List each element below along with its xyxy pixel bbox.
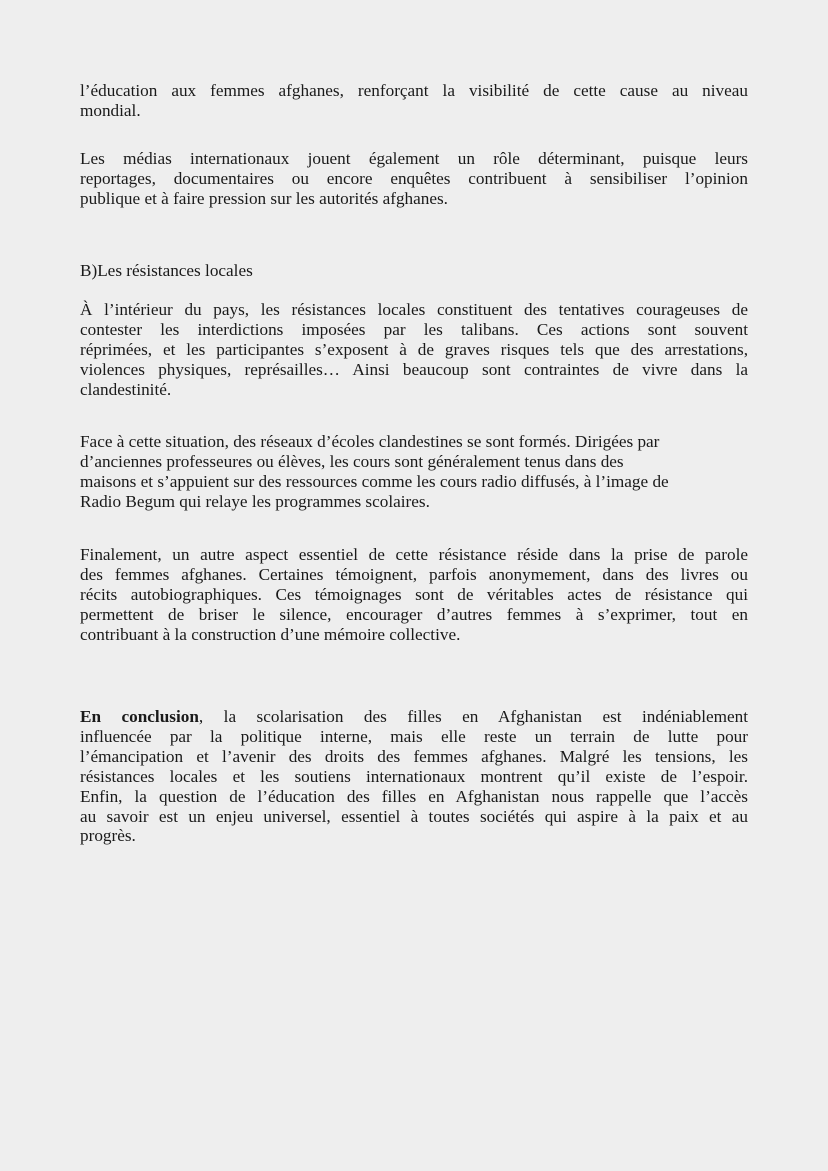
text-line: mondial. [80, 100, 141, 120]
text-line: Radio Begum qui relaye les programmes scolaires. [80, 491, 430, 511]
paragraph-conclusion [80, 707, 748, 846]
text-line: maisons et s’appuient sur des ressources comme les cours radio diffusés, à l’image de [80, 471, 669, 491]
paragraph-education-continuation [80, 81, 748, 121]
text-line: clandestinité. [80, 379, 172, 399]
text-line: récits autobiographiques. Ces témoignages sont de véritables actes de résistance qui [80, 584, 748, 604]
text-line: permettent de briser le silence, encourager d’autres femmes à s’exprimer, tout en [80, 604, 748, 624]
paragraph-international-media [80, 149, 748, 209]
text-line: d’anciennes professeures ou élèves, les cours sont généralement tenus dans des [80, 451, 624, 471]
text-line: contribuant à la construction d’une mémoire collective. [80, 624, 461, 644]
text-line: contester les interdictions imposées par les talibans. Ces actions sont souvent [80, 319, 748, 339]
text-line: violences physiques, représailles… Ainsi beaucoup sont contraintes de vivre dans la [80, 359, 748, 379]
paragraph-women-speaking [80, 545, 748, 645]
text-line: À l’intérieur du pays, les résistances locales constituent des tentatives courageuses de [80, 300, 748, 319]
text-line: au savoir est un enjeu universel, essentiel à toutes sociétés qui aspire à la paix et au [80, 806, 748, 826]
text-line: B)Les résistances locales [80, 261, 253, 280]
text-line: Face à cette situation, des réseaux d’écoles clandestines se sont formés. Dirigées par [80, 432, 660, 451]
text-line: Les médias internationaux jouent également un rôle déterminant, puisque leurs [80, 149, 748, 168]
paragraph-clandestine-schools [80, 432, 748, 512]
text-line: l’émancipation et l’avenir des droits des femmes afghanes. Malgré les tensions, les [80, 746, 748, 766]
text-line: influencée par la politique interne, mais elle reste un terrain de lutte pour [80, 726, 748, 746]
text-line: Enfin, la question de l’éducation des filles en Afghanistan nous rappelle que l’accès [80, 786, 748, 806]
text-line: résistances locales et les soutiens internationaux montrent qu’il existe de l’espoir. [80, 766, 748, 786]
section-heading-local-resistance [80, 261, 748, 281]
text-line: Finalement, un autre aspect essentiel de cette résistance réside dans la prise de parole [80, 545, 748, 564]
text-line: progrès. [80, 826, 136, 846]
conclusion-first-line: En conclusion, la scolarisation des filles en Afghanistan est indéniablement [80, 707, 748, 726]
paragraph-inside-country [80, 300, 748, 400]
text-line: des femmes afghanes. Certaines témoignent, parfois anonymement, dans des livres ou [80, 564, 748, 584]
text-line: reportages, documentaires ou encore enquêtes contribuent à sensibiliser l’opinion [80, 168, 748, 188]
text-line: l’éducation aux femmes afghanes, renforçant la visibilité de cette cause au niveau [80, 81, 748, 100]
text-line: réprimées, et les participantes s’exposent à de graves risques tels que des arrestations, [80, 339, 748, 359]
text-line: publique et à faire pression sur les autorités afghanes. [80, 188, 448, 208]
conclusion-bold-lead: En conclusion [80, 707, 199, 726]
